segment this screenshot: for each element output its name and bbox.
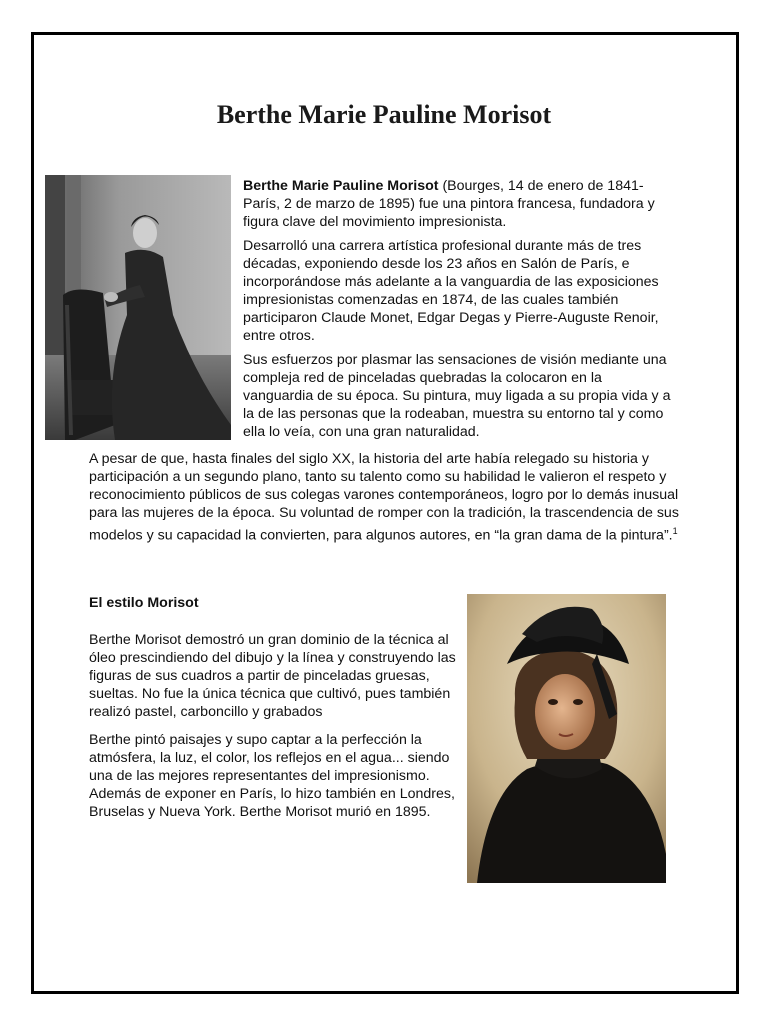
intro-text-column — [243, 177, 675, 447]
morisot-painting — [467, 594, 666, 883]
legacy-paragraph — [89, 450, 679, 545]
legacy-text: A pesar de que, hasta finales del siglo XX, la historia del arte había relegado su historia y participación a un segundo plano, tanto su talento como su habilidad le valieron el respeto y reconocimiento públicos de sus colegas varones contemporáneos, logro por lo demás inusual para las mujeres de la época. Su voluntad de romper con la tradición, la trascendencia de sus modelos y su capacidad la convierten, para algunos autores, en “la gran dama de la pintura”. — [89, 451, 679, 544]
intro-name: Berthe Marie Pauline Morisot — [243, 178, 439, 194]
section-text-column — [89, 631, 457, 831]
intro-text: (Bourges, 14 de enero de 1841-París, 2 de marzo de 1895) fue una pintora francesa, fundadora y figura clave del movimiento impresionista. — [243, 178, 655, 230]
technique-paragraph: Berthe Morisot demostró un gran dominio de la técnica al óleo prescindiendo del dibujo y la línea y construyendo las figuras de sus cuadros a partir de pinceladas gruesas, sueltas. No fue la única técnica que cultivó, pues también realizó pastel, carboncillo y grabados — [89, 632, 456, 720]
morisot-photograph — [45, 175, 231, 440]
intro-paragraph — [243, 177, 675, 231]
landscapes-paragraph: Berthe pintó paisajes y supo captar a la perfección la atmósfera, la luz, el color, los reflejos en el agua... siendo una de las mejores representantes del impresionismo. Además de exponer en París, lo hizo también en Londres, Bruselas y Nueva York. Berthe Morisot murió en 1895. — [89, 732, 455, 820]
style-paragraph: Sus esfuerzos por plasmar las sensaciones de visión mediante una compleja red de pinceladas quebradas la colocaron en la vanguardia de su época. Su pintura, muy ligada a su propia vida y a la de las personas que la rodeaban, muestra su entorno tal y como ella lo veía, con una gran naturalidad. — [243, 352, 671, 440]
section-heading: El estilo Morisot — [89, 595, 199, 611]
page-title: Berthe Marie Pauline Morisot — [216, 100, 552, 129]
career-paragraph: Desarrolló una carrera artística profesional durante más de tres décadas, exponiendo desde los 23 años en Salón de París, e incorporándose más adelante a la vanguardia de las exposiciones impresionistas comenzadas en 1874, de las cuales también participaron Claude Monet, Edgar Degas y Pierre-Auguste Renoir, entre otros. — [243, 238, 659, 344]
footnote-marker: 1 — [672, 526, 678, 536]
